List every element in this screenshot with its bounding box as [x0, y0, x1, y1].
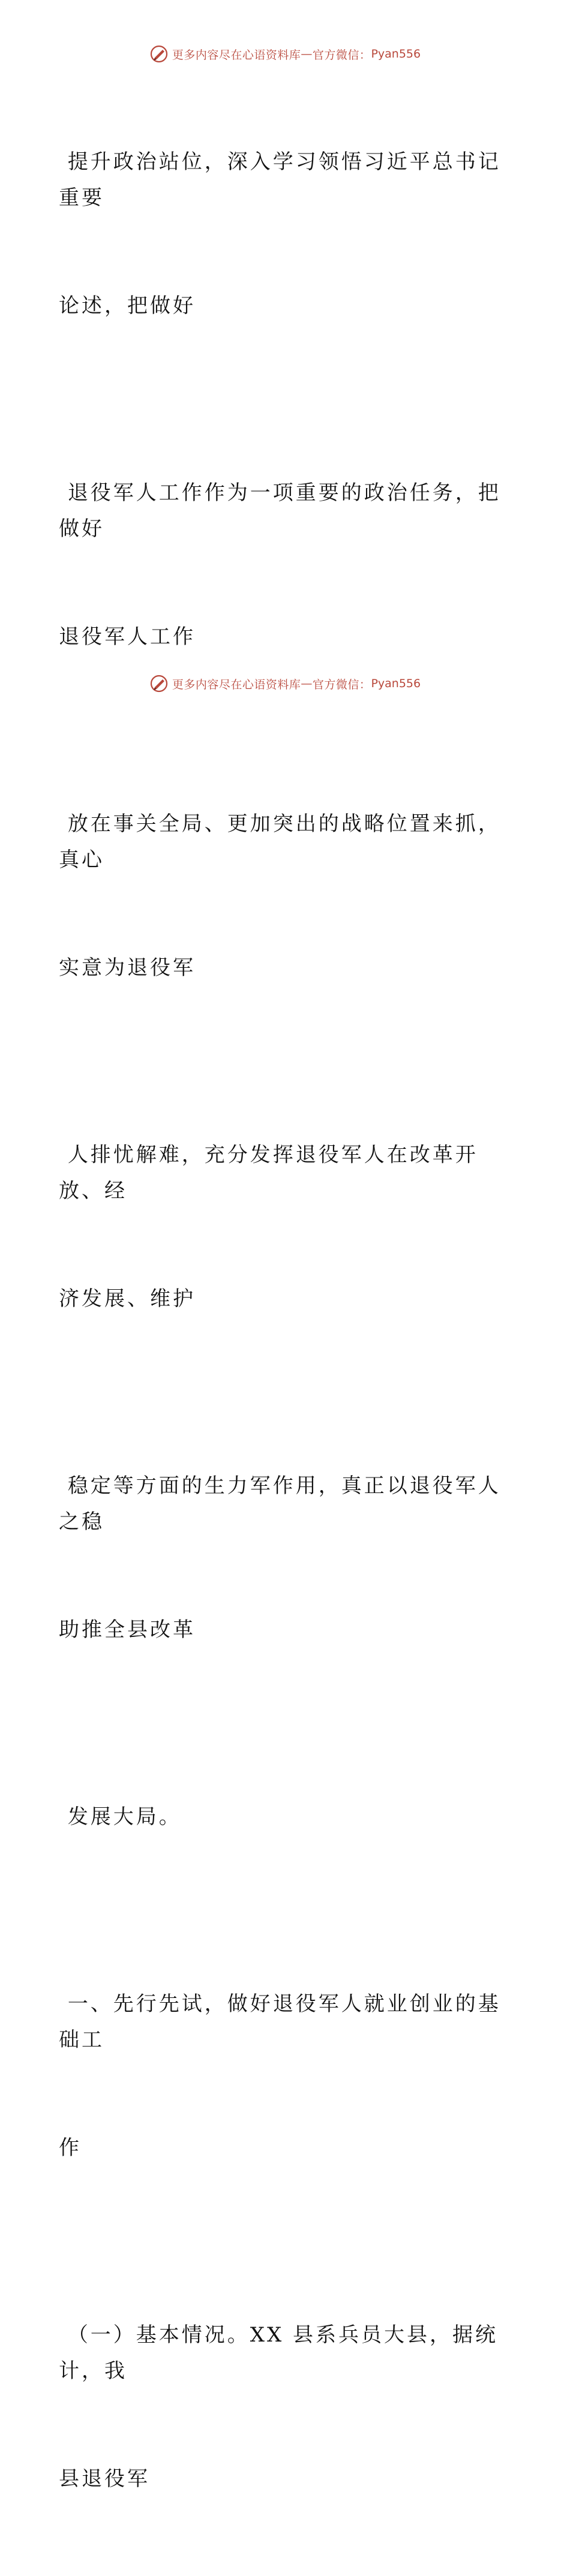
paragraph-line: 退役军人工作作为一项重要的政治任务，把做好	[59, 481, 501, 541]
paragraph-line: 人排忧解难，充分发挥退役军人在改革开放、经	[59, 1143, 478, 1203]
paragraph-line: 发展大局。	[59, 1805, 182, 1829]
paragraph-line: 论述，把做好	[59, 294, 196, 318]
paragraph	[59, 1396, 515, 1720]
paragraph-line: 实意为退役军	[59, 956, 196, 980]
paragraph-line: 县退役军	[59, 2467, 150, 2491]
paragraph-line: （一）基本情况。XX 县系兵员大县，据统计，我	[59, 2323, 499, 2383]
paragraph-line: 一、先行先试，做好退役军人就业创业的基础工	[59, 1992, 501, 2052]
banner-wechat-id: Pyan556	[371, 47, 421, 61]
banner-separator: —	[301, 47, 313, 61]
paragraph	[59, 734, 515, 1058]
banner-slogan: 更多内容尽在心语资料库	[172, 48, 301, 62]
banner-separator: —	[301, 677, 313, 690]
paragraph	[59, 1065, 515, 1389]
paragraph	[59, 1727, 515, 1907]
paragraph-line: 退役军人工作	[59, 625, 196, 649]
section-heading	[59, 1914, 515, 2238]
footer-banner	[0, 672, 570, 696]
paragraph	[59, 72, 515, 396]
paragraph	[59, 2245, 515, 2569]
banner-wechat-label: 官方微信：	[312, 48, 371, 62]
banner-slogan: 更多内容尽在心语资料库	[172, 678, 301, 691]
pen-logo-icon	[149, 674, 169, 693]
paragraph-line: 济发展、维护	[59, 1287, 196, 1311]
header-banner	[0, 42, 570, 66]
pen-logo-icon	[149, 44, 169, 64]
banner-wechat-label: 官方微信：	[312, 678, 371, 691]
paragraph-line: 放在事关全局、更加突出的战略位置来抓，真心	[59, 812, 501, 872]
banner-wechat-id: Pyan556	[371, 677, 421, 690]
paragraph-line: 提升政治站位，深入学习领悟习近平总书记重要	[59, 150, 501, 210]
document-body	[59, 72, 515, 2576]
paragraph-line: 助推全县改革	[59, 1618, 196, 1642]
paragraph-line: 作	[59, 2136, 82, 2160]
paragraph-line: 稳定等方面的生力军作用，真正以退役军人之稳	[59, 1474, 501, 1534]
